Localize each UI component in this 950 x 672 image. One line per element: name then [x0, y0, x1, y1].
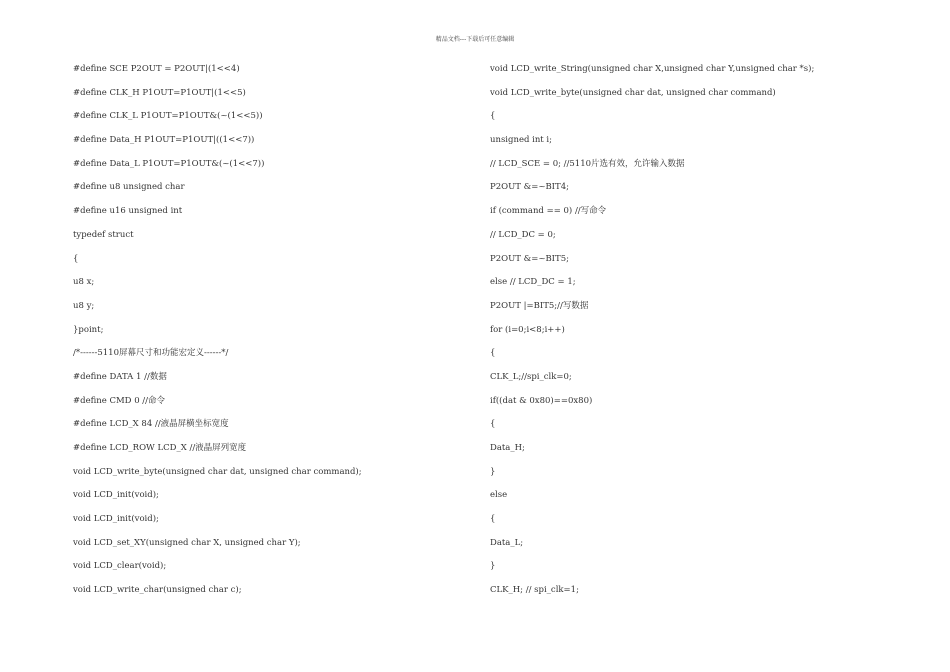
code-line: void LCD_clear(void);	[73, 561, 167, 572]
code-line: #define CMD 0 //命令	[73, 395, 166, 406]
code-line: {	[73, 253, 79, 264]
code-line: void LCD_write_char(unsigned char c);	[73, 585, 242, 596]
code-line: for (i=0;i<8;i++)	[490, 324, 565, 335]
code-line: #define CLK_H P1OUT=P1OUT|(1<<5)	[73, 87, 246, 98]
code-line: P2OUT |=BIT5;//写数据	[490, 300, 589, 311]
code-line: /*------5110屏幕尺寸和功能宏定义------*/	[73, 348, 229, 359]
code-line: CLK_L;//spi_clk=0;	[490, 371, 572, 382]
code-line: else // LCD_DC = 1;	[490, 277, 576, 288]
code-line: void LCD_write_String(unsigned char X,unsigned char Y,unsigned char *s);	[490, 64, 815, 74]
code-line: {	[490, 348, 496, 359]
code-line: P2OUT &=~BIT5;	[490, 253, 569, 264]
code-line: }point;	[73, 324, 104, 335]
code-line: typedef struct	[73, 229, 134, 240]
code-line: void LCD_write_byte(unsigned char dat, unsigned char command);	[73, 466, 362, 477]
code-line: P2OUT &=~BIT4;	[490, 182, 569, 193]
code-line: {	[490, 111, 496, 122]
code-line: #define SCE P2OUT = P2OUT|(1<<4)	[73, 64, 240, 74]
code-line: #define LCD_ROW LCD_X //液晶屏列宽度	[73, 443, 247, 453]
code-line: #define u16 unsigned int	[73, 206, 183, 217]
code-line: Data_L;	[490, 537, 524, 548]
code-line: #define Data_L P1OUT=P1OUT&(~(1<<7))	[73, 158, 265, 169]
code-line: u8 x;	[73, 277, 95, 288]
code-line: CLK_H; // spi_clk=1;	[490, 585, 579, 596]
code-line: if (command == 0) //写命令	[490, 206, 607, 217]
code-column-right	[490, 63, 910, 608]
code-line: }	[490, 466, 496, 477]
code-column-left	[73, 63, 473, 608]
code-line: void LCD_write_byte(unsigned char dat, unsigned char command)	[490, 87, 776, 98]
code-line: u8 y;	[73, 300, 95, 311]
code-line: }	[490, 561, 496, 572]
code-line: #define Data_H P1OUT=P1OUT|((1<<7))	[73, 135, 255, 146]
code-line: void LCD_set_XY(unsigned char X, unsigned char Y);	[73, 537, 301, 548]
code-line: else	[490, 490, 508, 501]
code-line: void LCD_init(void);	[73, 514, 159, 525]
code-line: void LCD_init(void);	[73, 490, 159, 501]
code-line: #define DATA 1 //数据	[73, 371, 167, 382]
code-line: // LCD_DC = 0;	[490, 229, 556, 240]
code-line: #define CLK_L P1OUT=P1OUT&(~(1<<5))	[73, 111, 263, 122]
code-line: {	[490, 419, 496, 430]
code-line: Data_H;	[490, 443, 525, 453]
code-line: if((dat & 0x80)==0x80)	[490, 395, 593, 406]
code-line: #define u8 unsigned char	[73, 182, 185, 193]
code-line: // LCD_SCE = 0; //5110片选有效，允许输入数据	[490, 158, 685, 169]
code-line: {	[490, 514, 496, 525]
code-line: #define LCD_X 84 //液晶屏横坐标宽度	[73, 419, 229, 430]
code-line: unsigned int i;	[490, 135, 553, 146]
page-header: 精品文档---下载后可任意编辑	[435, 36, 515, 43]
